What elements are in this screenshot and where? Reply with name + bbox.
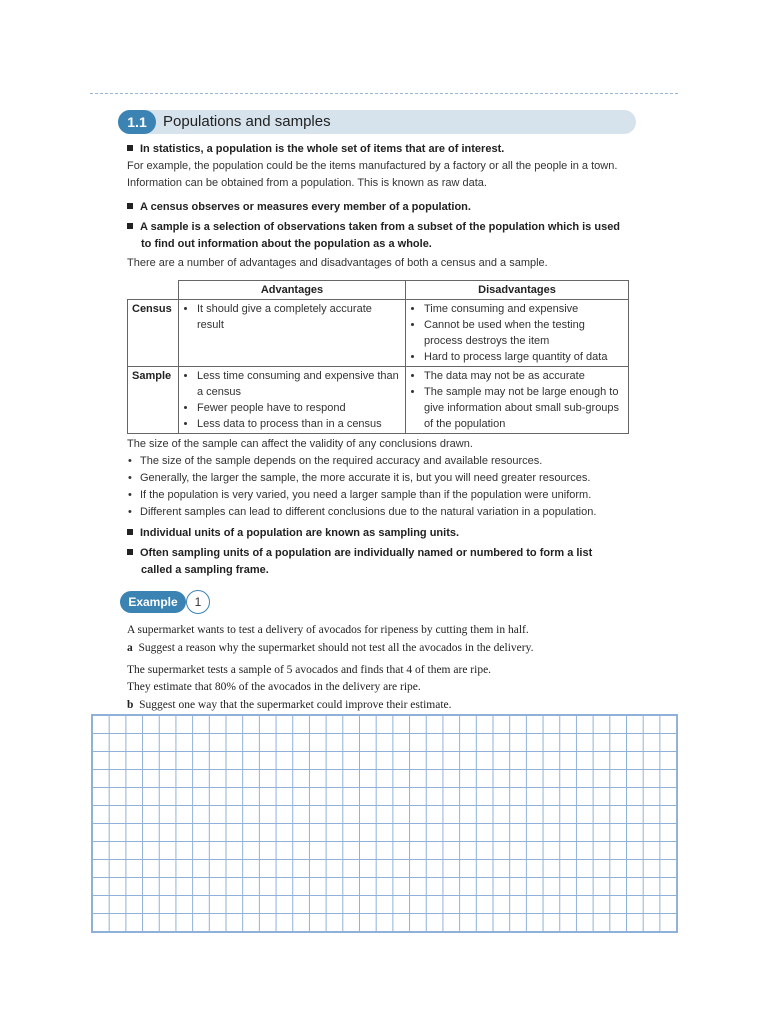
sampling-frame-block — [127, 545, 637, 579]
table-header-row — [128, 281, 629, 300]
list-item: • The size of the sample depends on the required accuracy and available resources. — [127, 453, 637, 470]
top-dashed-rule — [90, 93, 678, 94]
definition-sample-cont: to find out information about the population as a whole. — [141, 238, 432, 250]
example-line-3: They estimate that 80% of the avocados in the delivery are ripe. — [127, 681, 421, 693]
definition-census: A census observes or measures every member of a population. — [127, 199, 637, 216]
square-bullet-icon — [127, 145, 133, 151]
list-item: • The data may not be as accurate — [424, 368, 624, 384]
list-item: • It should give a completely accurate result — [197, 301, 401, 333]
section-title: Populations and samples — [163, 113, 331, 130]
intro-block — [127, 141, 637, 192]
table-row-label-census: Census — [128, 300, 179, 367]
list-item: • Time consuming and expensive — [424, 301, 624, 317]
table-row — [128, 367, 629, 434]
list-item: • Less time consuming and expensive than a census — [197, 368, 401, 400]
table-corner-cell — [128, 281, 179, 300]
intro-line-1: For example, the population could be the items manufactured by a factory or all the people in a town. — [127, 160, 618, 172]
example-question-b: b Suggest one way that the supermarket could improve their estimate. — [127, 699, 452, 711]
section-number: 1.1 — [118, 110, 156, 134]
square-bullet-icon — [127, 223, 133, 229]
answer-grid[interactable] — [91, 714, 678, 933]
table-row — [128, 300, 629, 367]
sampling-units-block — [127, 525, 637, 542]
example-number: 1 — [186, 590, 210, 614]
definition-sampling-frame-cont: called a sampling frame. — [141, 564, 269, 576]
census-disadvantages-cell — [406, 300, 629, 367]
definition-sample: A sample is a selection of observations taken from a subset of the population which is used — [127, 219, 637, 236]
section-header — [118, 110, 636, 134]
validity-intro: The size of the sample can affect the validity of any conclusions drawn. — [127, 438, 473, 450]
list-item: • Generally, the larger the sample, the more accurate it is, but you will need greater resources. — [127, 470, 637, 487]
sample-advantages-cell — [179, 367, 406, 434]
question-letter-b: b — [127, 699, 134, 711]
list-item: • Cannot be used when the testing process destroys the item — [424, 317, 624, 349]
sample-definition-block — [127, 219, 637, 272]
validity-block — [127, 436, 637, 521]
table-intro-line: There are a number of advantages and disadvantages of both a census and a sample. — [127, 257, 548, 269]
example-label: Example — [120, 591, 186, 613]
intro-line-2: Information can be obtained from a population. This is known as raw data. — [127, 177, 487, 189]
list-item: • Fewer people have to respond — [197, 400, 401, 416]
census-advantages-cell — [179, 300, 406, 367]
table-header-advantages: Advantages — [179, 281, 406, 300]
example-line-2: The supermarket tests a sample of 5 avocados and finds that 4 of them are ripe. — [127, 664, 492, 676]
question-letter-a: a — [127, 642, 133, 654]
validity-list — [127, 453, 637, 521]
square-bullet-icon — [127, 529, 133, 535]
list-item: • Hard to process large quantity of data — [424, 349, 624, 365]
list-item: • Less data to process than in a census — [197, 416, 401, 432]
square-bullet-icon — [127, 549, 133, 555]
definition-population: In statistics, a population is the whole set of items that are of interest. — [127, 141, 637, 158]
sample-disadvantages-cell — [406, 367, 629, 434]
table-header-disadvantages: Disadvantages — [406, 281, 629, 300]
table-row-label-sample: Sample — [128, 367, 179, 434]
definition-sampling-units: Individual units of a population are known as sampling units. — [127, 525, 637, 542]
example-badge — [120, 591, 212, 615]
list-item: • The sample may not be large enough to give information about small sub-groups of the population — [424, 384, 624, 432]
list-item: • Different samples can lead to different conclusions due to the natural variation in a population. — [127, 504, 637, 521]
census-definition-block — [127, 199, 637, 216]
square-bullet-icon — [127, 203, 133, 209]
definition-sampling-frame: Often sampling units of a population are individually named or numbered to form a list — [127, 545, 637, 562]
example-question-a: a Suggest a reason why the supermarket should not test all the avocados in the delivery. — [127, 642, 534, 654]
census-sample-table — [127, 280, 629, 434]
list-item: • If the population is very varied, you need a larger sample than if the population were uniform. — [127, 487, 637, 504]
example-line-1: A supermarket wants to test a delivery of avocados for ripeness by cutting them in half. — [127, 624, 529, 636]
